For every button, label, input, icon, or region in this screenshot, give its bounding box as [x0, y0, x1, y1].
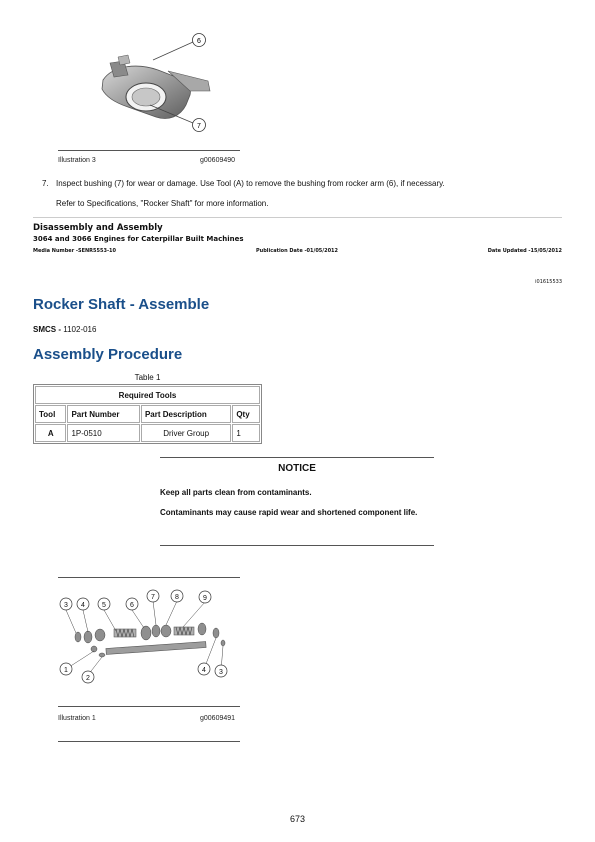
smcs-value: 1102-016	[63, 325, 97, 334]
figure-caption-label: Illustration 3	[58, 157, 96, 164]
publication-date: Publication Date -01/05/2012	[256, 248, 339, 254]
table-caption: Table 1	[134, 373, 161, 382]
media-number: Media Number -SENR5553-10	[33, 248, 116, 254]
svg-text:6: 6	[197, 38, 201, 45]
figure-bottom-top-rule	[58, 577, 240, 578]
figure-bottom-mid-rule	[58, 706, 240, 707]
notice-top-rule	[160, 457, 434, 458]
table-header-part-number: Part Number	[67, 405, 140, 423]
doc-title: Disassembly and Assembly	[33, 223, 163, 233]
cell-tool: A	[35, 424, 66, 442]
required-tools-table	[33, 384, 262, 444]
table-title: Required Tools	[35, 386, 260, 404]
doc-id: i01615533	[535, 279, 562, 285]
header-rule	[33, 217, 562, 218]
step-note: Refer to Specifications, "Rocker Shaft" for more information.	[56, 199, 269, 208]
svg-text:6: 6	[130, 602, 134, 609]
cell-qty: 1	[232, 424, 260, 442]
doc-subtitle: 3064 and 3066 Engines for Caterpillar Built Machines	[33, 235, 244, 243]
table-header-tool: Tool	[35, 405, 66, 423]
svg-text:5: 5	[102, 602, 106, 609]
rocker-arm-image	[58, 25, 240, 150]
figure-bottom-caption-id: g00609491	[200, 715, 236, 722]
svg-text:3: 3	[64, 602, 68, 609]
svg-text:4: 4	[81, 602, 85, 609]
required-tools-table-wrap	[33, 384, 262, 444]
procedure-title: Assembly Procedure	[33, 346, 183, 363]
svg-text:7: 7	[197, 123, 201, 130]
page-number: 673	[289, 814, 306, 824]
section-title: Rocker Shaft - Assemble	[33, 296, 210, 313]
svg-text:1: 1	[64, 667, 68, 674]
svg-text:9: 9	[203, 595, 207, 602]
figure-illustration-3	[58, 25, 240, 150]
svg-text:7: 7	[151, 594, 155, 601]
cell-part-description: Driver Group	[141, 424, 231, 442]
smcs-line	[33, 325, 96, 334]
notice-heading: NOTICE	[278, 463, 316, 474]
notice-line-1: Keep all parts clean from contaminants.	[160, 488, 312, 497]
figure-top-rule	[58, 150, 240, 151]
figure-illustration-1	[58, 585, 240, 705]
svg-text:8: 8	[175, 594, 179, 601]
cell-part-number: 1P-0510	[67, 424, 140, 442]
svg-text:2: 2	[86, 675, 90, 682]
figure-bottom-caption-label: Illustration 1	[58, 715, 96, 722]
table-header-qty: Qty	[232, 405, 260, 423]
figure-bottom-end-rule	[58, 741, 240, 742]
table-row	[35, 424, 260, 442]
svg-text:3: 3	[219, 669, 223, 676]
notice-line-2: Contaminants may cause rapid wear and shortened component life.	[160, 508, 418, 517]
smcs-label: SMCS -	[33, 325, 64, 334]
rocker-shaft-exploded-image	[58, 585, 240, 705]
date-updated: Date Updated -15/05/2012	[487, 248, 562, 254]
step-number: 7.	[42, 179, 49, 188]
step-text: Inspect bushing (7) for wear or damage. Use Tool (A) to remove the bushing from rocker arm (6), if necessary.	[56, 179, 445, 188]
svg-text:4: 4	[202, 667, 206, 674]
figure-caption-id: g00609490	[200, 157, 236, 164]
table-header-part-description: Part Description	[141, 405, 231, 423]
notice-bottom-rule	[160, 545, 434, 546]
